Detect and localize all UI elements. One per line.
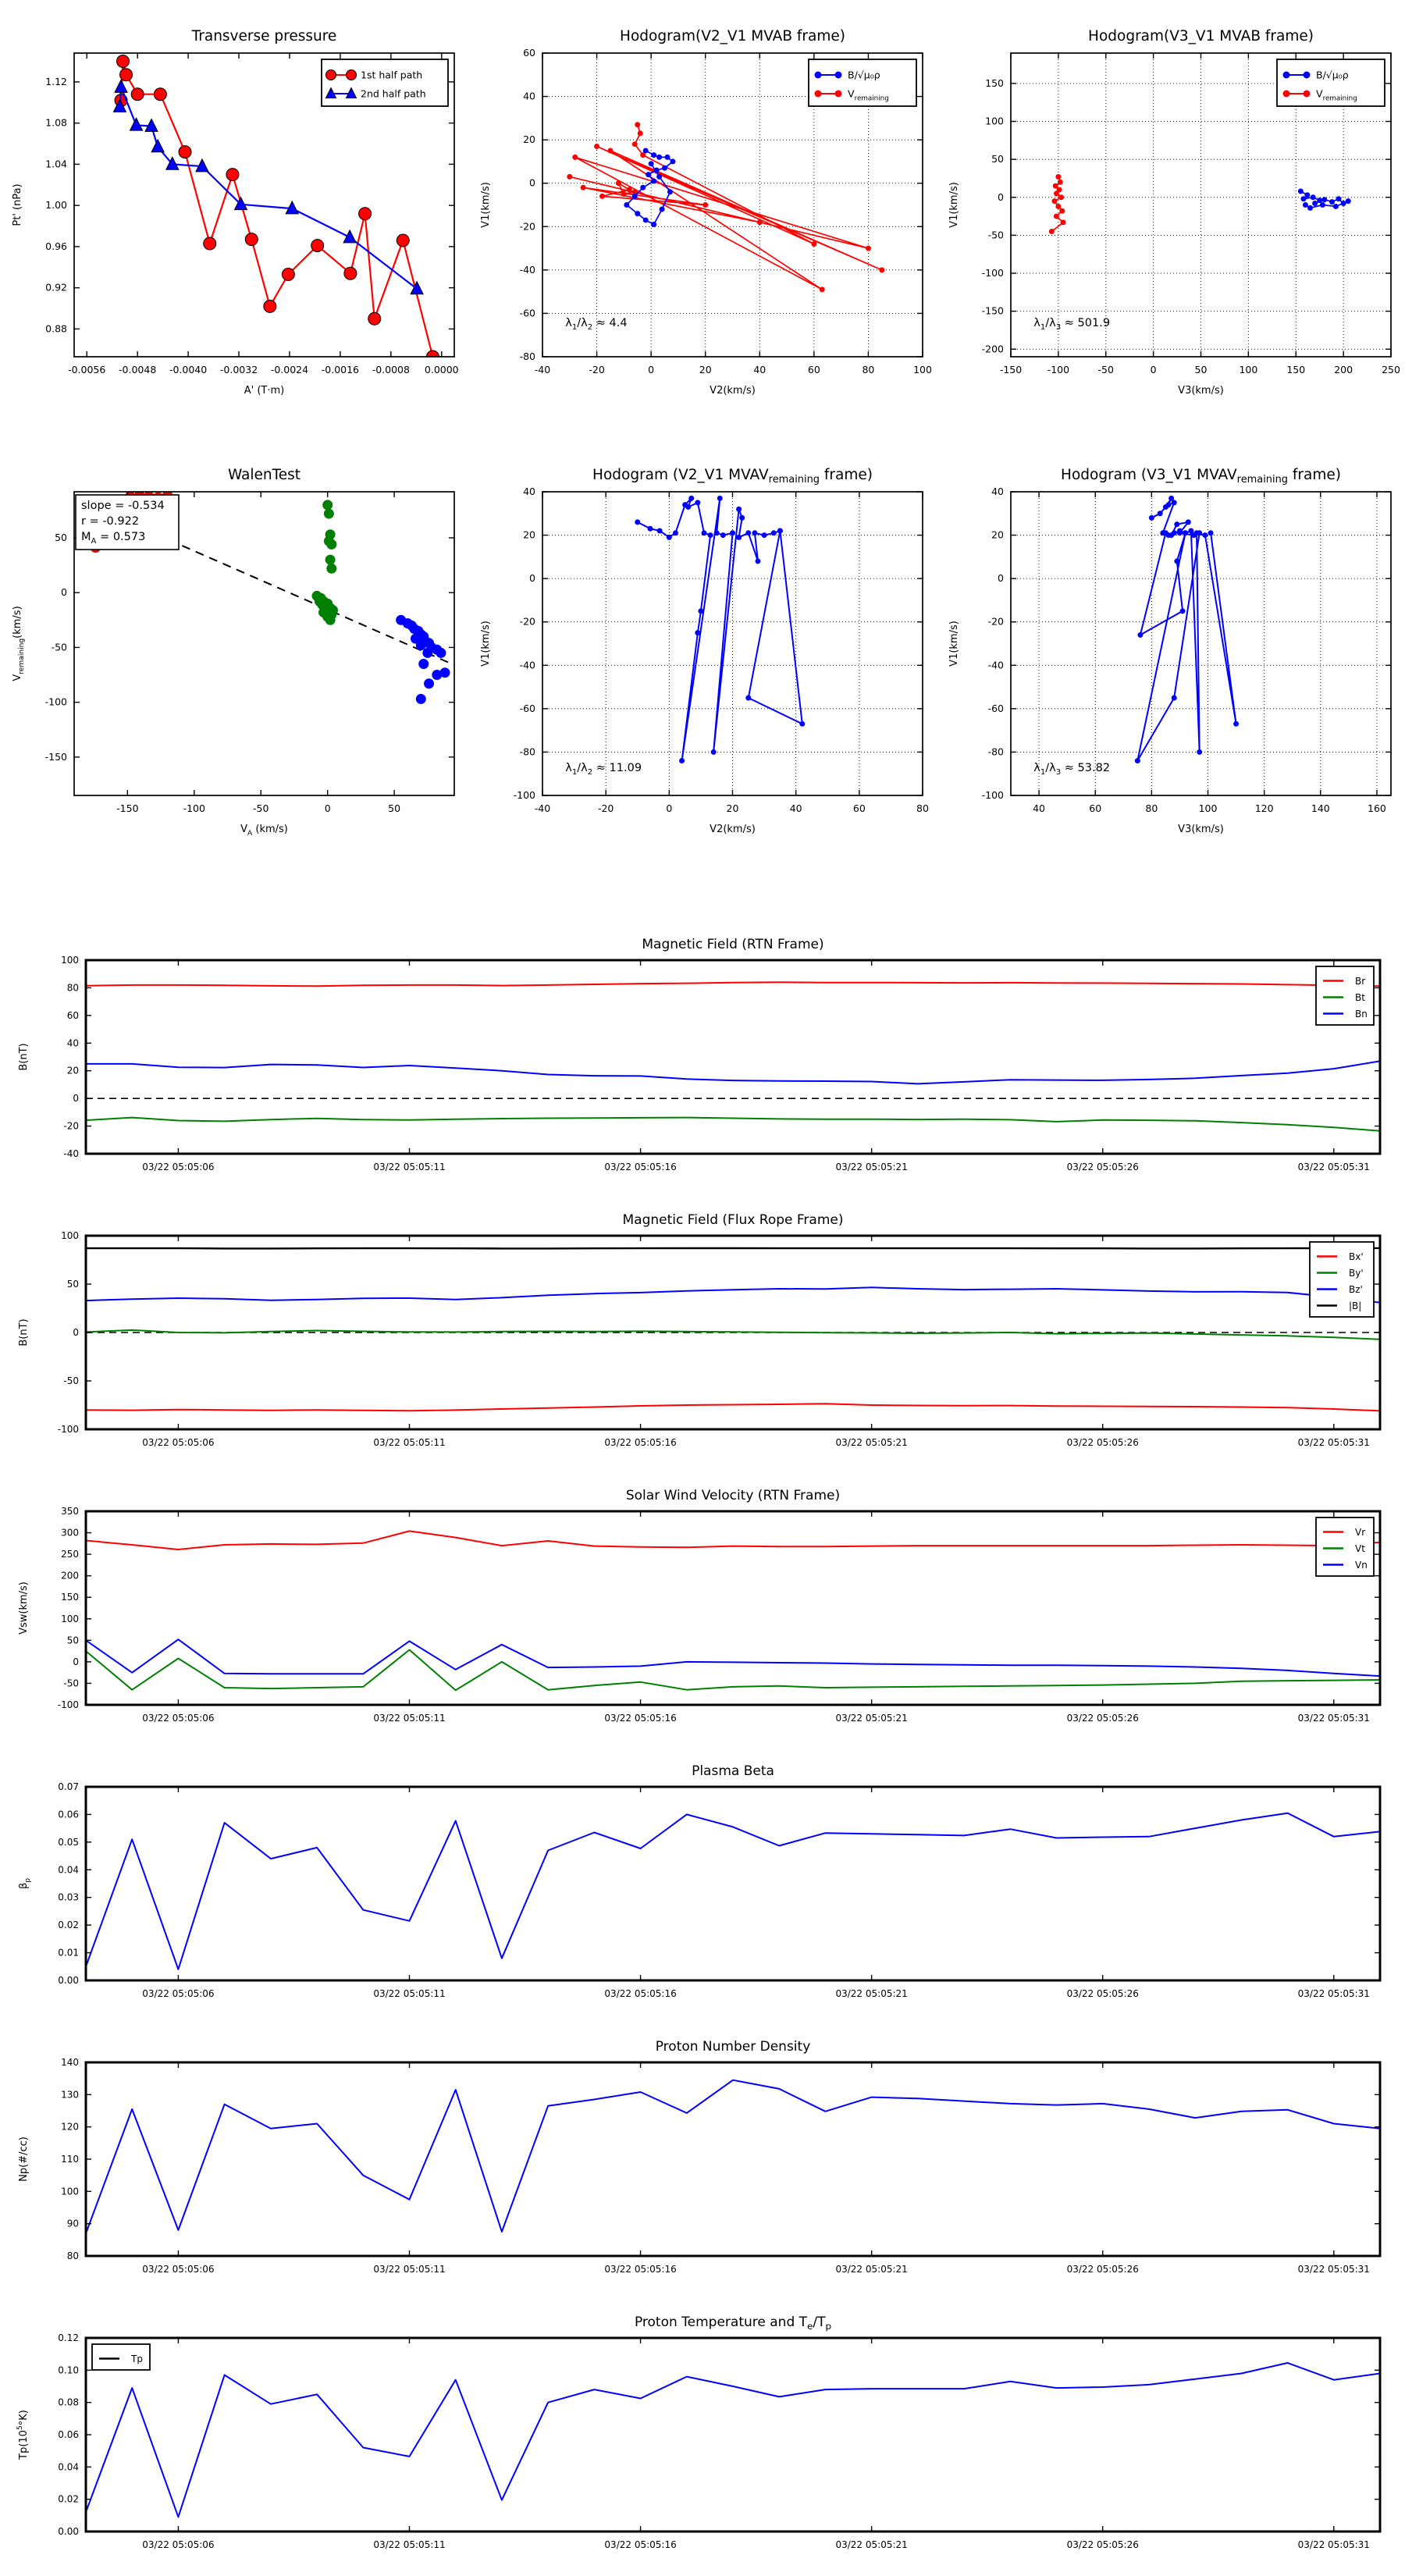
svg-text:-100: -100: [44, 696, 67, 708]
svg-text:V3(km/s): V3(km/s): [1178, 385, 1224, 397]
svg-text:-150: -150: [116, 802, 139, 814]
svg-text:150: 150: [1286, 364, 1306, 375]
svg-text:100: 100: [61, 1230, 79, 1241]
svg-text:03/22 05:05:06: 03/22 05:05:06: [142, 1988, 215, 1999]
svg-text:100: 100: [61, 2186, 79, 2197]
svg-text:By': By': [1349, 1268, 1364, 1279]
svg-text:Vremaining(km/s): $V_{remaining}(km/s)$: [12, 606, 26, 681]
svg-text:Vr: Vr: [1355, 1527, 1366, 1538]
svg-text:Plasma Beta: Plasma Beta: [692, 1763, 774, 1779]
svg-text:03/22 05:05:31: 03/22 05:05:31: [1297, 1988, 1370, 1999]
svg-text:-0.0024: -0.0024: [270, 364, 309, 375]
svg-text:120: 120: [61, 2121, 79, 2133]
svg-text:0: 0: [73, 1656, 79, 1667]
svg-text:40: 40: [66, 1037, 79, 1049]
svg-text:03/22 05:05:26: 03/22 05:05:26: [1066, 1437, 1139, 1448]
svg-text:-50: -50: [253, 802, 269, 814]
svg-text:03/22 05:05:21: 03/22 05:05:21: [835, 2539, 908, 2550]
svg-text:Vsw(km/s): Vsw(km/s): [18, 1582, 30, 1635]
svg-text:V2(km/s): V2(km/s): [710, 385, 756, 397]
svg-text:-150: -150: [999, 364, 1023, 375]
chart-hodogram-v3v1-mvab: [937, 0, 1405, 439]
svg-text:-100: -100: [981, 267, 1004, 279]
svg-text:Hodogram (V2_V1 MVAVremaining: Hodogram (V2_V1 $MVAV_{remaining}$ frame): [592, 467, 873, 486]
svg-text:-100: -100: [513, 789, 535, 801]
chart-solar-wind-velocity: [0, 1472, 1405, 1748]
svg-text:20: 20: [699, 364, 712, 375]
svg-text:-20: -20: [987, 615, 1004, 628]
svg-text:V1(km/s): V1(km/s): [480, 621, 492, 667]
svg-text:|B|: |B|: [1349, 1300, 1362, 1311]
svg-text:80: 80: [862, 364, 875, 375]
svg-text:20: 20: [991, 528, 1004, 541]
svg-text:Pt' (nPa): Pt' (nPa): [12, 183, 23, 226]
chart-walen-test: [0, 439, 468, 877]
svg-text:0: 0: [529, 572, 535, 585]
svg-text:0.00: 0.00: [58, 1975, 79, 1986]
svg-text:03/22 05:05:26: 03/22 05:05:26: [1066, 2539, 1139, 2550]
chart-hodogram-v2v1-mvab: [468, 0, 937, 439]
svg-text:Vremaining: $V_{remaining}$: [848, 87, 889, 103]
svg-text:-0.0016: -0.0016: [321, 364, 360, 375]
svg-text:1.08: 1.08: [45, 116, 67, 129]
svg-text:0.02: 0.02: [58, 1920, 79, 1931]
svg-text:-200: -200: [981, 343, 1004, 355]
svg-text:03/22 05:05:31: 03/22 05:05:31: [1297, 1713, 1370, 1724]
svg-text:03/22 05:05:31: 03/22 05:05:31: [1297, 2539, 1370, 2550]
svg-text:03/22 05:05:11: 03/22 05:05:11: [373, 2539, 446, 2550]
svg-text:03/22 05:05:21: 03/22 05:05:21: [835, 1437, 908, 1448]
svg-text:0: 0: [73, 1093, 79, 1105]
svg-text:03/22 05:05:06: 03/22 05:05:06: [142, 1162, 215, 1172]
svg-text:1.00: 1.00: [45, 199, 67, 212]
svg-text:200: 200: [1334, 364, 1353, 375]
svg-text:-80: -80: [519, 350, 535, 362]
svg-text:Bn: Bn: [1355, 1009, 1368, 1019]
svg-text:80: 80: [916, 802, 929, 814]
svg-text:150: 150: [985, 76, 1004, 89]
proton-number-density-plot: [0, 2023, 1405, 2299]
svg-text:-60: -60: [519, 307, 535, 319]
svg-text:1st half path: 1st half path: [361, 69, 423, 81]
svg-text:03/22 05:05:11: 03/22 05:05:11: [373, 1713, 446, 1724]
svg-text:03/22 05:05:11: 03/22 05:05:11: [373, 1437, 446, 1448]
svg-text:-50: -50: [987, 229, 1004, 241]
svg-text:λ1/λ3 ≈ 501.9: $\lambda_1/\lambda_3 \approx 501.9$: [1033, 317, 1111, 333]
svg-text:40: 40: [1033, 802, 1046, 814]
svg-text:-20: -20: [63, 1120, 79, 1132]
svg-text:WalenTest: WalenTest: [227, 467, 301, 483]
svg-text:03/22 05:05:11: 03/22 05:05:11: [373, 2264, 446, 2275]
magnetic-field-rtn-plot: [0, 921, 1405, 1197]
svg-text:03/22 05:05:26: 03/22 05:05:26: [1066, 1988, 1139, 1999]
svg-text:1.12: 1.12: [45, 75, 67, 87]
magnetic-field-flux-rope-plot: [0, 1197, 1405, 1472]
svg-text:0: 0: [324, 802, 331, 814]
svg-text:90: 90: [66, 2218, 79, 2229]
svg-text:200: 200: [61, 1570, 79, 1582]
svg-text:0.04: 0.04: [58, 2461, 79, 2473]
svg-text:80: 80: [66, 2250, 79, 2261]
svg-text:0.00: 0.00: [58, 2526, 79, 2537]
svg-text:Solar Wind Velocity (RTN Frame: Solar Wind Velocity (RTN Frame): [625, 1488, 841, 1503]
svg-text:Magnetic Field (RTN Frame): Magnetic Field (RTN Frame): [642, 937, 824, 952]
svg-text:0.12: 0.12: [58, 2332, 79, 2343]
svg-text:-60: -60: [519, 702, 535, 714]
svg-text:100: 100: [1239, 364, 1258, 375]
hodogram-v3v1-mvav-plot: [937, 439, 1405, 877]
svg-text:-40: -40: [534, 802, 551, 814]
svg-text:A' (T·m): A' (T·m): [244, 385, 285, 397]
svg-text:B/√μ₀ρ: B/√μ₀ρ: [848, 69, 880, 81]
svg-text:-40: -40: [534, 364, 551, 375]
svg-text:-100: -100: [1047, 364, 1070, 375]
svg-text:0: 0: [1150, 364, 1157, 375]
svg-text:03/22 05:05:26: 03/22 05:05:26: [1066, 2264, 1139, 2275]
svg-text:50: 50: [991, 153, 1004, 165]
svg-text:Proton Temperature and Te/Tp: Proton Temperature and $T_e/T_p$: [634, 2314, 832, 2332]
svg-text:-50: -50: [1097, 364, 1114, 375]
svg-text:60: 60: [66, 1009, 79, 1021]
svg-text:03/22 05:05:16: 03/22 05:05:16: [604, 1437, 677, 1448]
svg-text:-20: -20: [589, 364, 605, 375]
svg-text:120: 120: [1254, 802, 1274, 814]
svg-text:60: 60: [807, 364, 820, 375]
chart-magnetic-field-rtn: [0, 921, 1405, 1197]
svg-text:03/22 05:05:16: 03/22 05:05:16: [604, 2264, 677, 2275]
svg-text:Bt: Bt: [1355, 992, 1365, 1003]
svg-text:50: 50: [388, 802, 401, 814]
svg-text:-80: -80: [519, 745, 535, 758]
svg-text:-50: -50: [63, 1375, 79, 1386]
hodogram-v2v1-mvav-plot: [468, 439, 937, 877]
svg-text:150: 150: [61, 1592, 79, 1603]
svg-text:-100: -100: [57, 1424, 79, 1435]
chart-hodogram-v3v1-mvav: [937, 439, 1405, 877]
svg-text:0.92: 0.92: [45, 281, 67, 294]
svg-text:Np(#/cc): Np(#/cc): [18, 2137, 30, 2182]
svg-text:100: 100: [61, 1613, 79, 1624]
svg-text:-40: -40: [63, 1148, 79, 1159]
svg-text:0.07: 0.07: [58, 1781, 79, 1792]
svg-text:-0.0040: -0.0040: [169, 364, 208, 375]
svg-text:-0.0008: -0.0008: [372, 364, 410, 375]
hodogram-v3v1-mvab-plot: [937, 0, 1405, 439]
svg-text:03/22 05:05:31: 03/22 05:05:31: [1297, 2264, 1370, 2275]
svg-text:100: 100: [913, 364, 932, 375]
svg-text:60: 60: [852, 802, 866, 814]
chart-proton-number-density: [0, 2023, 1405, 2299]
svg-text:0.06: 0.06: [58, 1809, 79, 1820]
svg-text:100: 100: [985, 115, 1004, 127]
svg-text:-0.0048: -0.0048: [119, 364, 157, 375]
svg-text:V1(km/s): V1(km/s): [948, 182, 960, 228]
svg-text:03/22 05:05:11: 03/22 05:05:11: [373, 1162, 446, 1172]
svg-text:βp: $\beta_p$: [18, 1877, 32, 1890]
svg-text:160: 160: [1368, 802, 1386, 814]
svg-text:Hodogram(V2_V1 MVAB frame): Hodogram(V2_V1 MVAB frame): [620, 28, 845, 44]
svg-text:0.96: 0.96: [45, 240, 67, 252]
svg-text:Br: Br: [1355, 976, 1366, 987]
svg-text:03/22 05:05:26: 03/22 05:05:26: [1066, 1162, 1139, 1172]
svg-text:-20: -20: [519, 615, 535, 628]
svg-text:0.08: 0.08: [58, 2396, 79, 2408]
svg-text:03/22 05:05:21: 03/22 05:05:21: [835, 1162, 908, 1172]
svg-text:Tp(105°K): $Tp(10^5^\circ K)$: [16, 2410, 30, 2460]
svg-text:Vremaining: $V_{remaining}$: [1316, 87, 1357, 103]
svg-text:20: 20: [523, 528, 535, 541]
svg-text:0.10: 0.10: [58, 2364, 79, 2376]
svg-text:140: 140: [61, 2057, 79, 2068]
svg-text:-20: -20: [519, 220, 535, 233]
svg-text:Proton Number Density: Proton Number Density: [655, 2039, 811, 2055]
svg-text:r = -0.922: r = -0.922: [81, 515, 140, 528]
hodogram-v2v1-mvab-plot: [468, 0, 937, 439]
svg-text:100: 100: [61, 955, 79, 966]
svg-text:0: 0: [666, 802, 673, 814]
svg-text:40: 40: [523, 486, 535, 497]
svg-text:slope = -0.534: slope = -0.534: [81, 500, 165, 512]
svg-text:-50: -50: [63, 1678, 79, 1689]
svg-text:0.06: 0.06: [58, 2429, 79, 2440]
svg-text:350: 350: [61, 1506, 79, 1517]
svg-text:λ1/λ2 ≈ 11.09: $\lambda_1/\lambda_2 \approx 11.09$: [565, 761, 642, 777]
svg-text:03/22 05:05:21: 03/22 05:05:21: [835, 2264, 908, 2275]
svg-text:-150: -150: [44, 750, 67, 763]
svg-text:0: 0: [529, 176, 535, 189]
svg-text:50: 50: [66, 1635, 79, 1646]
svg-text:50: 50: [1194, 364, 1208, 375]
svg-text:-100: -100: [57, 1699, 79, 1710]
svg-text:Hodogram(V3_V1 MVAB frame): Hodogram(V3_V1 MVAB frame): [1088, 28, 1314, 44]
svg-text:Hodogram (V3_V1 MVAVremaining: Hodogram (V3_V1 $MVAV_{remaining}$ frame): [1061, 467, 1341, 486]
svg-text:40: 40: [991, 486, 1004, 497]
svg-text:V1(km/s): V1(km/s): [948, 621, 960, 667]
svg-text:140: 140: [1311, 802, 1330, 814]
svg-text:03/22 05:05:11: 03/22 05:05:11: [373, 1988, 446, 1999]
svg-text:60: 60: [1089, 802, 1102, 814]
svg-text:50: 50: [55, 531, 67, 543]
svg-text:-80: -80: [987, 745, 1004, 758]
svg-text:B/√μ₀ρ: B/√μ₀ρ: [1316, 69, 1349, 81]
svg-text:40: 40: [753, 364, 767, 375]
svg-text:03/22 05:05:06: 03/22 05:05:06: [142, 2264, 215, 2275]
svg-text:Vn: Vn: [1355, 1560, 1368, 1571]
svg-text:250: 250: [61, 1549, 79, 1560]
svg-text:V1(km/s): V1(km/s): [480, 182, 492, 228]
svg-text:0: 0: [998, 572, 1004, 585]
svg-text:0.02: 0.02: [58, 2493, 79, 2505]
svg-text:20: 20: [66, 1065, 79, 1076]
svg-text:0: 0: [648, 364, 655, 375]
svg-text:V2(km/s): V2(km/s): [710, 824, 756, 835]
svg-text:Bx': Bx': [1349, 1251, 1364, 1262]
svg-text:40: 40: [523, 90, 535, 102]
svg-text:0.04: 0.04: [58, 1864, 79, 1876]
svg-text:V3(km/s): V3(km/s): [1178, 824, 1224, 835]
svg-text:0.88: 0.88: [45, 322, 67, 335]
svg-text:20: 20: [726, 802, 739, 814]
svg-text:50: 50: [66, 1279, 79, 1290]
chart-plasma-beta: [0, 1748, 1405, 2023]
proton-temperature-plot: [0, 2299, 1405, 2574]
svg-text:-20: -20: [597, 802, 614, 814]
svg-text:80: 80: [66, 982, 79, 994]
svg-text:-40: -40: [519, 659, 535, 671]
svg-text:VA (km/s): $V_A$ (km/s): [240, 824, 288, 838]
svg-text:-50: -50: [51, 641, 67, 653]
svg-text:B(nT): B(nT): [18, 1043, 30, 1071]
svg-text:-40: -40: [987, 659, 1004, 671]
svg-text:110: 110: [61, 2154, 79, 2165]
svg-text:-60: -60: [987, 702, 1004, 714]
svg-text:Vt: Vt: [1355, 1543, 1365, 1554]
svg-text:-100: -100: [981, 789, 1004, 801]
plasma-beta-plot: [0, 1748, 1405, 2023]
svg-text:03/22 05:05:06: 03/22 05:05:06: [142, 2539, 215, 2550]
svg-text:0: 0: [61, 586, 67, 599]
svg-text:Transverse pressure: Transverse pressure: [191, 28, 337, 44]
svg-text:03/22 05:05:06: 03/22 05:05:06: [142, 1713, 215, 1724]
chart-transverse-pressure: [0, 0, 468, 439]
chart-hodogram-v2v1-mvav: [468, 439, 937, 877]
svg-text:130: 130: [61, 2089, 79, 2101]
svg-text:03/22 05:05:16: 03/22 05:05:16: [604, 1162, 677, 1172]
svg-text:2nd half path: 2nd half path: [361, 87, 426, 100]
svg-text:MA = 0.573: $M_A = 0.573$: [81, 531, 146, 546]
svg-text:0.01: 0.01: [58, 1947, 79, 1959]
solar-wind-velocity-plot: [0, 1472, 1405, 1748]
svg-text:03/22 05:05:16: 03/22 05:05:16: [604, 2539, 677, 2550]
svg-text:03/22 05:05:31: 03/22 05:05:31: [1297, 1162, 1370, 1172]
svg-text:250: 250: [1382, 364, 1400, 375]
svg-text:λ1/λ2 ≈ 4.4: $\lambda_1/\lambda_2 \approx 4.4$: [565, 317, 628, 333]
svg-text:Bz': Bz': [1349, 1284, 1363, 1295]
chart-magnetic-field-flux-rope: [0, 1197, 1405, 1472]
svg-text:Tp: Tp: [131, 2354, 143, 2364]
svg-text:0: 0: [73, 1327, 79, 1338]
svg-text:0.0000: 0.0000: [424, 364, 459, 375]
svg-text:03/22 05:05:26: 03/22 05:05:26: [1066, 1713, 1139, 1724]
svg-text:-100: -100: [183, 802, 205, 814]
svg-text:03/22 05:05:21: 03/22 05:05:21: [835, 1713, 908, 1724]
svg-text:03/22 05:05:16: 03/22 05:05:16: [604, 1988, 677, 1999]
svg-text:03/22 05:05:16: 03/22 05:05:16: [604, 1713, 677, 1724]
transverse-pressure-plot: [0, 0, 468, 439]
svg-text:100: 100: [1198, 802, 1218, 814]
svg-text:03/22 05:05:31: 03/22 05:05:31: [1297, 1437, 1370, 1448]
svg-text:Magnetic Field (Flux Rope Fram: Magnetic Field (Flux Rope Frame): [622, 1212, 844, 1228]
svg-text:03/22 05:05:21: 03/22 05:05:21: [835, 1988, 908, 1999]
svg-text:20: 20: [523, 133, 535, 146]
svg-text:0.05: 0.05: [58, 1836, 79, 1848]
svg-text:1.04: 1.04: [45, 158, 67, 170]
svg-text:-0.0056: -0.0056: [68, 364, 106, 375]
svg-text:B(nT): B(nT): [18, 1318, 30, 1347]
svg-text:-40: -40: [519, 263, 535, 276]
svg-text:-0.0032: -0.0032: [219, 364, 258, 375]
walen-test-plot: [0, 439, 468, 877]
svg-text:40: 40: [789, 802, 802, 814]
svg-text:60: 60: [523, 47, 535, 59]
svg-text:80: 80: [1145, 802, 1158, 814]
svg-text:0: 0: [998, 190, 1004, 203]
svg-text:0.03: 0.03: [58, 1891, 79, 1903]
svg-text:300: 300: [61, 1527, 79, 1539]
svg-text:03/22 05:05:06: 03/22 05:05:06: [142, 1437, 215, 1448]
chart-proton-temperature: [0, 2299, 1405, 2574]
svg-text:-150: -150: [981, 304, 1004, 317]
svg-text:λ1/λ3 ≈ 53.82: $\lambda_1/\lambda_3 \approx 53.82$: [1033, 761, 1111, 777]
